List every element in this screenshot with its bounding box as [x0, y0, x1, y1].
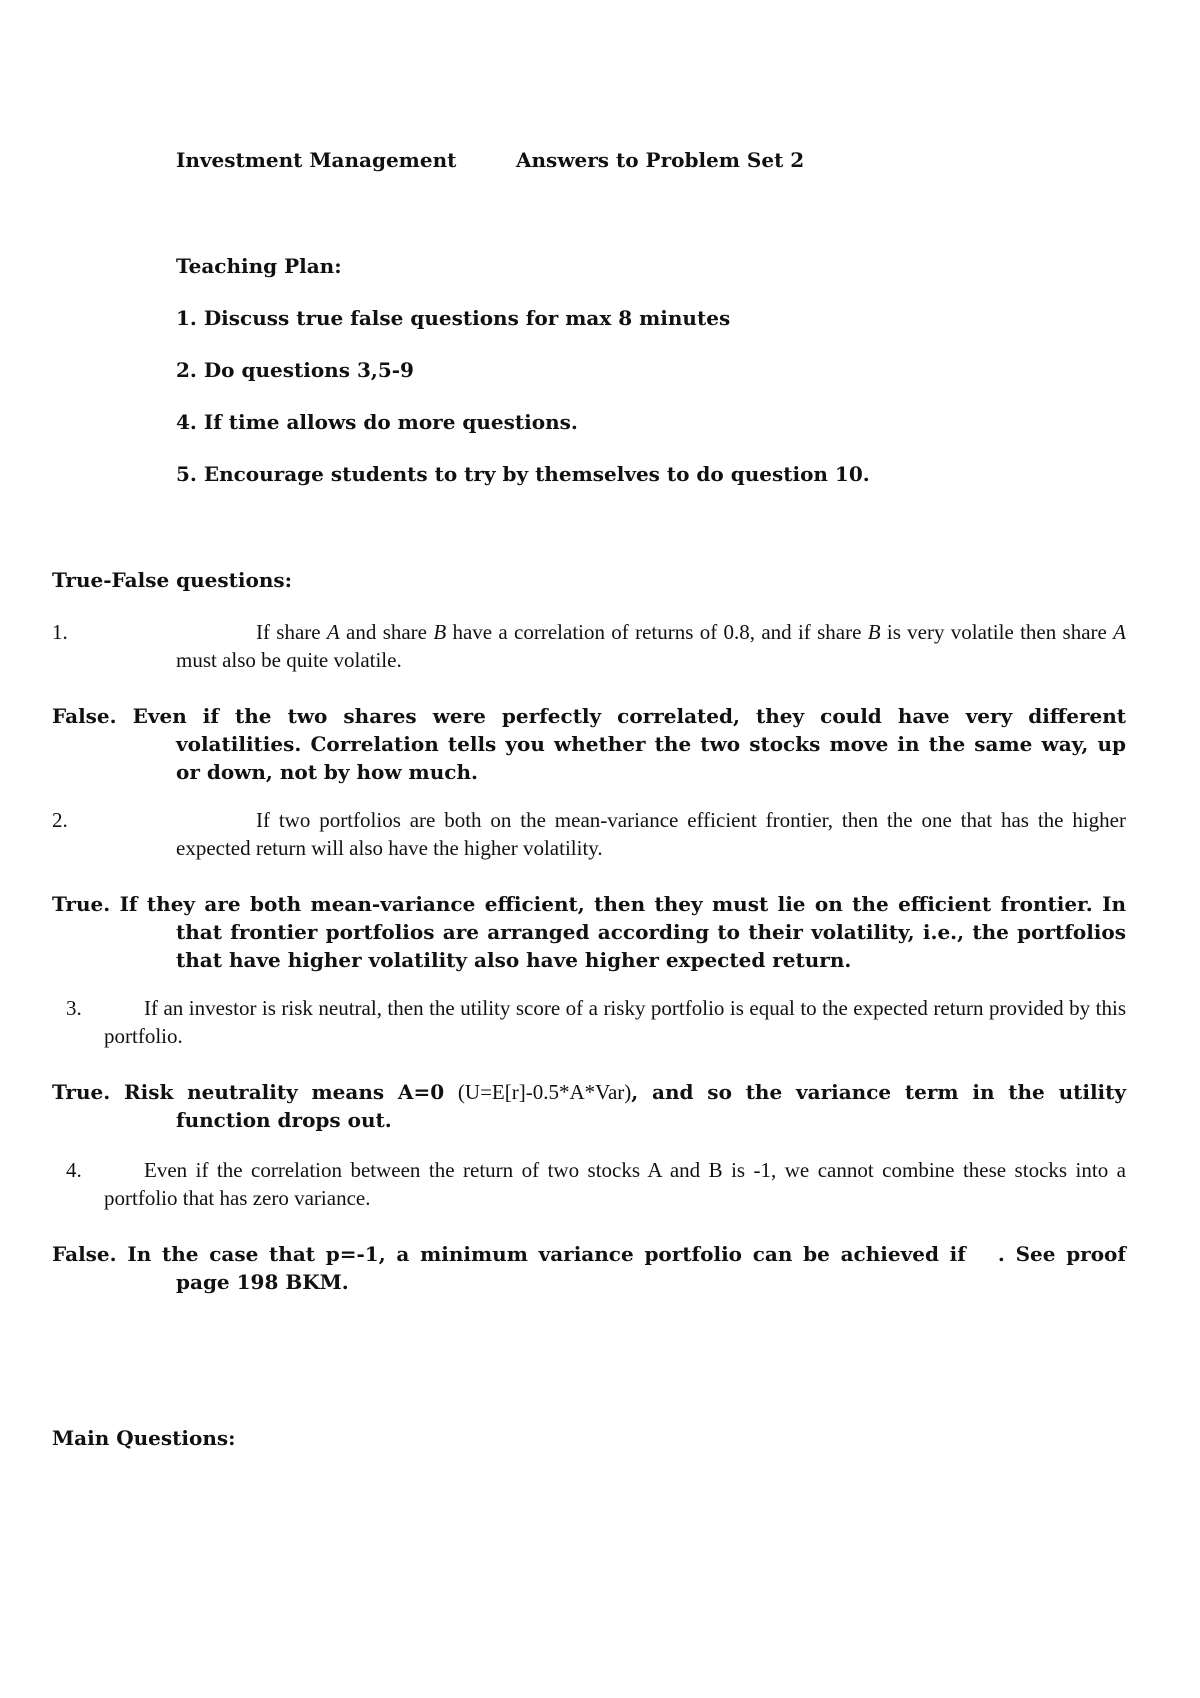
question-number: 3.: [66, 996, 82, 1020]
question-4-text: Even if the correlation between the return of two stocks A and B is -1, we cannot combine these stocks into a portfolio that has zero variance.: [104, 1158, 1126, 1210]
teaching-plan-item: 5. Encourage students to try by themselves to do question 10.: [176, 462, 870, 486]
question-number: 1.: [52, 620, 68, 644]
teaching-plan-item: 4. If time allows do more questions.: [176, 410, 578, 434]
course-title: Investment Management: [176, 148, 457, 172]
teaching-plan-item: 1. Discuss true false questions for max 8 minutes: [176, 306, 731, 330]
question-2-text: If two portfolios are both on the mean-variance efficient frontier, then the one that has the higher expected return will also have the higher volatility.: [176, 808, 1126, 860]
document-title: Answers to Problem Set 2: [516, 148, 805, 172]
answer-2: True. If they are both mean-variance efficient, then they must lie on the efficient frontier. In that frontier portfolios are arranged according to their volatility, i.e., the portfolios that have higher volatility also have higher expected return.: [52, 892, 1126, 972]
teaching-plan-item: 2. Do questions 3,5-9: [176, 358, 414, 382]
answer-4: False. In the case that p=-1, a minimum variance portfolio can be achieved if . See proof page 198 BKM.: [52, 1242, 1126, 1294]
question-number: 2.: [52, 808, 68, 832]
main-questions-heading: Main Questions:: [52, 1426, 236, 1450]
question-3-text: If an investor is risk neutral, then the utility score of a risky portfolio is equal to the expected return provided by this portfolio.: [104, 996, 1126, 1048]
question-1-text: If share A and share B have a correlation of returns of 0.8, and if share B is very volatile then share A must also be quite volatile.: [176, 620, 1126, 672]
true-false-heading: True-False questions:: [52, 568, 293, 592]
answer-1: False. Even if the two shares were perfectly correlated, they could have very different volatilities. Correlation tells you whether the two stocks move in the same way, up or down, not by how much.: [52, 704, 1126, 784]
answer-3: True. Risk neutrality means A=0 (U=E[r]-0.5*A*Var), and so the variance term in the utility function drops out.: [52, 1080, 1126, 1132]
teaching-plan-heading: Teaching Plan:: [176, 254, 342, 278]
question-number: 4.: [66, 1158, 82, 1182]
utility-formula: (U=E[r]-0.5*A*Var): [457, 1080, 632, 1104]
